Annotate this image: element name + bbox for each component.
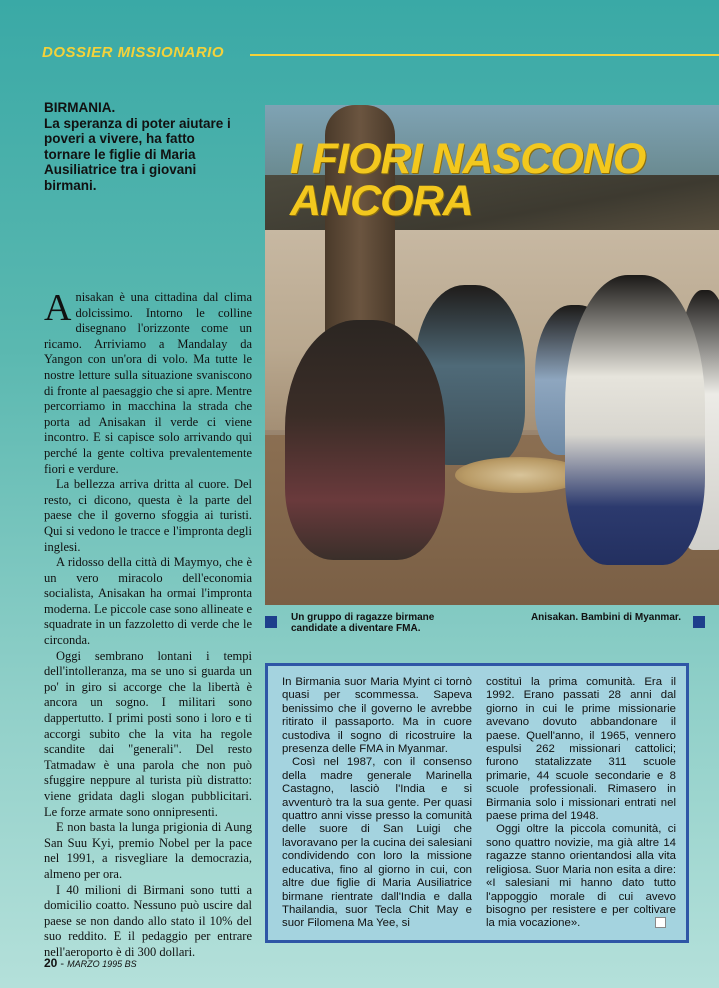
section-title: DOSSIER MISSIONARIO bbox=[42, 44, 225, 61]
caption-square-icon bbox=[693, 616, 705, 628]
sidebar-paragraph: In Birmania suor Maria Myint ci tornò quasi per scommessa. Sapeva benissimo che il governo le avrebbe ritirato il passaporto. Ma in cuore custodiva il sogno di ricostruire la presenza delle FMA in Myanmar. bbox=[282, 676, 472, 756]
sidebar-box bbox=[265, 663, 689, 943]
header-rule bbox=[250, 54, 719, 56]
end-mark-icon bbox=[655, 917, 666, 928]
sidebar-column-2 bbox=[486, 676, 676, 931]
article-title-line1: I FIORI NASCONO bbox=[290, 135, 646, 183]
body-paragraph bbox=[44, 287, 252, 477]
sidebar-paragraph: Così nel 1987, con il consenso della madre generale Marinella Castagno, lasciò l'India e si avventurò tra la sua gente. Per quasi quattro anni visse presso la comunità delle suore di San Luigi che lavoravano per la cucina dei salesiani condividendo con loro la missione educativa, fino al giorno in cui, con altre due figlie di Maria Ausiliatrice birmane rientrate dall'India e dalla Thailandia, suor Tecla Chit May e suor Filomena Ma Yee, si bbox=[282, 756, 472, 930]
caption-square-icon bbox=[265, 616, 277, 628]
lead-subtitle: La speranza di poter aiutare i poveri a vivere, ha fatto tornare le figlie di Maria Ausiliatrice tra i giovani birmani. bbox=[44, 115, 231, 193]
caption-left-text: Un gruppo di ragazze birmane candidate a diventare FMA. bbox=[291, 612, 435, 634]
sidebar-column-1 bbox=[282, 676, 472, 931]
body-paragraph: Oggi sembrano lontani i tempi dell'intolleranza, ma se uno si guarda un po' in giro si accorge che la libertà è ancora un sogno. I militari sono dappertutto. I primi posti sono i loro e ti accorgi subito che la vita ha regole scandite dai "generali". Del resto Tatmadaw è una parola che non può sfuggire neppure al turista più distratto: viene gridata dagli slogan pubblicitari. Le forze armate sono onnipresenti. bbox=[44, 648, 252, 819]
body-paragraph: La bellezza arriva dritta al cuore. Del resto, ci dicono, questa è la parte del paese che il governo sfoggia ai turisti. Qui si vedono le tracce e l'impronta degli inglesi. bbox=[44, 477, 252, 554]
article-title bbox=[290, 135, 710, 225]
drop-cap: A bbox=[44, 287, 72, 329]
body-paragraph: E non basta la lunga prigionia di Aung San Suu Kyi, premio Nobel per la pace nel 1991, a risvegliare la democrazia, almeno per ora. bbox=[44, 820, 252, 881]
lead-block bbox=[44, 100, 244, 193]
body-paragraph: A ridosso della città di Maymyo, che è un vero miracolo dell'economia socialista, Anisakan ha ormai l'impronta moderna. Le piccole case sono allineate e squadrate in un fazzoletto di verde che le circonda. bbox=[44, 555, 252, 648]
body-paragraph: I 40 milioni di Birmani sono tutti a domicilio coatto. Nessuno può uscire dal paese se non dando allo stato il 10% del suo reddito. E il pedaggio per entrare nell'aeroporto è di 300 dollari. bbox=[44, 882, 252, 959]
body-paragraph-text: nisakan è una cittadina dal clima dolcissimo. Intorno le colline disegnano l'orizzonte come un ricamo. Arriviamo a Mandalay da Yangon con un'ora di volo. Ma tutte le nostre letture sulla situazione svaniscono di fronte al paesaggio che si apre. Mentre percorriamo in macchina la strada che porta ad Anisakan il verde ci viene incontro. E si capisce solo arrivando qui perché la gente coltiva prevalentemente fiori e verdure. bbox=[44, 290, 252, 476]
section-header bbox=[42, 44, 719, 66]
page-number: 20 bbox=[44, 956, 58, 970]
article-title-line2: ANCORA bbox=[290, 177, 473, 225]
issue-info: MARZO 1995 BS bbox=[67, 959, 137, 969]
footer-separator: - bbox=[60, 958, 68, 970]
photo-person bbox=[285, 320, 445, 560]
lead-region: BIRMANIA. bbox=[44, 100, 116, 115]
photo-person bbox=[565, 275, 705, 565]
sidebar-paragraph: Oggi oltre la piccola comunità, ci sono quattro novizie, ma già altre 14 ragazze stanno orientandosi alla vita religiosa. Suor Maria non esita a dire: «I salesiani mi hanno dato tutto l'appoggio morale di cui avevo bisogno per resistere e per coltivare la mia vocazione». bbox=[486, 823, 676, 930]
caption-right-text: Anisakan. Bambini di Myanmar. bbox=[530, 612, 681, 623]
article-body bbox=[44, 287, 252, 961]
sidebar-paragraph: costituì la prima comunità. Era il 1992. Erano passati 28 anni dal giorno in cui le prime missionarie avevano dovuto abbandonare il paese. Quell'anno, il 1965, vennero espulsi 262 missionari cattolici; furono statalizzate 311 scuole primarie, 44 scuole secondarie e 8 scuole professionali. Rimasero in Birmania solo i missionari entrati nel paese prima del 1948. bbox=[486, 676, 676, 823]
page-footer bbox=[44, 956, 137, 970]
sidebar-columns bbox=[282, 676, 676, 931]
